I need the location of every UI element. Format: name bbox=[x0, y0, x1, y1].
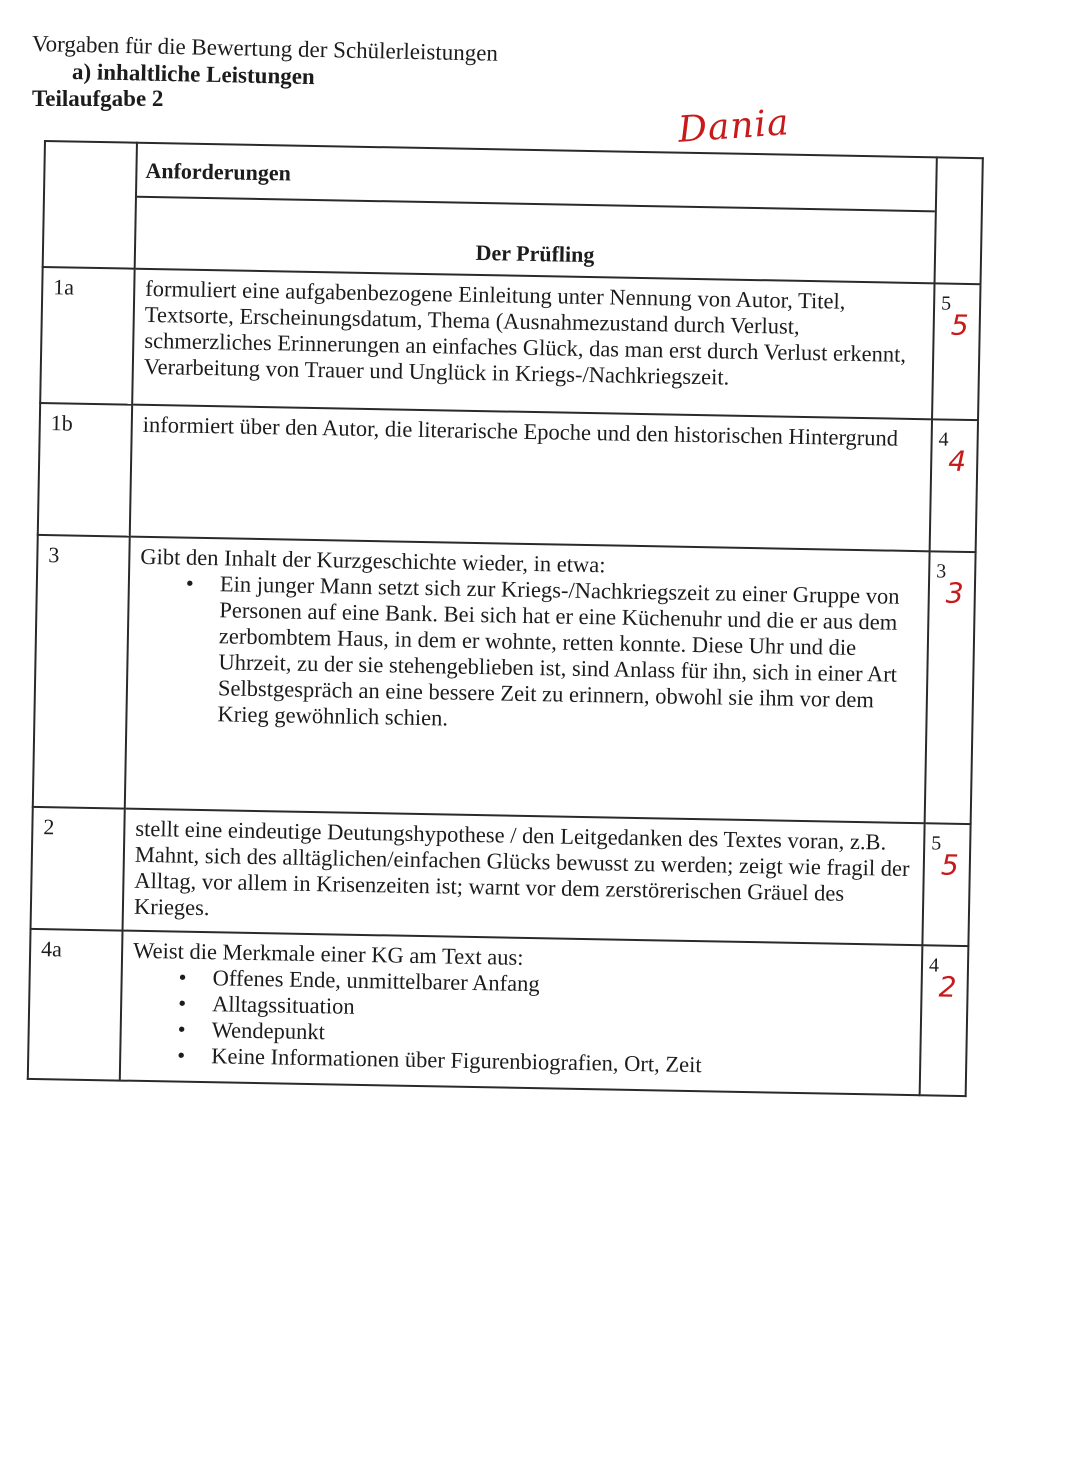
header-title: Anforderungen bbox=[145, 157, 292, 186]
points-cell bbox=[925, 551, 976, 824]
points-cell bbox=[930, 419, 978, 552]
requirement-text: informiert über den Autor, die literarische Epoche und den historischen Hintergrund bbox=[130, 405, 932, 552]
table-row bbox=[38, 403, 978, 552]
awarded-points: 4 bbox=[947, 444, 967, 478]
bullet-list bbox=[137, 570, 918, 740]
requirement-text: Gibt den Inhalt der Kurzgeschichte wieder, in etwa: bbox=[140, 543, 606, 578]
requirement-cell bbox=[125, 537, 930, 824]
requirement-text: stellt eine eindeutige Deutungshypothese / den Leitgedanken des Textes voran, z.B. Mahnt, sich des alltäglichen/einfachen Glücks bewusst zu werden; zeigt wie fragil der Alltag, vor allem in Krisenzeiten ist; warnt vor dem zerstörerischen Gräuel des Krieges. bbox=[123, 809, 925, 946]
list-item-text: Ein junger Mann setzt sich zur Kriegs-/Nachkriegszeit zu einer Gruppe von Personen auf eine Bank. Bei sich hat er eine Küchenuhr und die er aus dem zerbombtem Haus, in dem er wohnte, retten konnte. Diese Uhr und die Uhrzeit, zu der sie stehengeblieben ist, sind Anlass für ihn, sich in einer Art Selbstgespräch an eine bessere Zeit zu erinnern, obwohl sie ihm vor dem Krieg gewöhnlich schien. bbox=[217, 571, 900, 731]
requirement-text: formuliert eine aufgabenbezogene Einleitung unter Nennung von Autor, Titel, Textsorte, Erscheinungsdatum, Thema (Ausnahmezustand durch Verlust, schmerzliches Erinnerungen an einfaches Glück, das man erst durch Verlust erkennt, Verarbeitung von Trauer und Unglück in Kriegs-/Nachkriegszeit. bbox=[132, 269, 934, 420]
row-number: 2 bbox=[31, 807, 125, 931]
awarded-points: 3 bbox=[945, 576, 964, 610]
table-row bbox=[31, 807, 971, 946]
max-points: 5 bbox=[940, 292, 952, 315]
list-item-text: Keine Informationen über Figurenbiografien, Ort, Zeit bbox=[211, 1043, 702, 1078]
list-item-text: Offenes Ende, unmittelbarer Anfang bbox=[212, 965, 540, 997]
row-number: 1a bbox=[40, 267, 134, 405]
header-empty-cell bbox=[43, 141, 137, 269]
rubric-table bbox=[27, 140, 984, 1097]
max-points: 3 bbox=[936, 560, 947, 583]
list-item-text: Wendepunkt bbox=[211, 1017, 326, 1045]
document-title: Vorgaben für die Bewertung der Schülerleistungen bbox=[31, 31, 499, 66]
bullet-list bbox=[131, 964, 911, 1082]
subtask-label: Teilaufgabe 2 bbox=[32, 86, 164, 112]
bullet-icon: • bbox=[178, 964, 187, 990]
row-number: 3 bbox=[33, 535, 130, 809]
bullet-icon: • bbox=[185, 570, 195, 596]
table-row bbox=[28, 929, 969, 1096]
points-cell bbox=[920, 945, 969, 1096]
awarded-points: 5 bbox=[940, 848, 959, 882]
header-subtitle: Der Prüfling bbox=[136, 196, 935, 283]
header-points-cell bbox=[935, 157, 983, 284]
header-cell bbox=[135, 143, 937, 284]
bullet-icon: • bbox=[177, 1016, 186, 1042]
points-cell bbox=[932, 283, 980, 420]
awarded-points: 5 bbox=[950, 308, 969, 342]
requirement-text: Weist die Merkmale einer KG am Text aus: bbox=[132, 937, 524, 970]
max-points: 4 bbox=[938, 428, 949, 451]
requirement-cell bbox=[120, 931, 923, 1096]
max-points: 5 bbox=[931, 832, 942, 855]
row-number: 4a bbox=[28, 929, 123, 1081]
document-header bbox=[32, 30, 498, 113]
points-cell bbox=[922, 823, 970, 946]
bullet-icon: • bbox=[177, 990, 187, 1016]
rubric-table-wrapper bbox=[27, 140, 984, 1097]
table-row bbox=[33, 535, 976, 824]
max-points: 4 bbox=[928, 954, 940, 977]
table-row bbox=[40, 267, 980, 420]
table-header-row bbox=[43, 141, 983, 284]
bullet-icon: • bbox=[177, 1042, 186, 1068]
list-item bbox=[185, 570, 918, 740]
awarded-points: 2 bbox=[938, 970, 957, 1004]
row-number: 1b bbox=[38, 403, 132, 537]
list-item-text: Alltagssituation bbox=[211, 991, 355, 1019]
section-label: a) inhaltliche Leistungen bbox=[71, 58, 316, 89]
handwritten-name: Dania bbox=[676, 102, 791, 151]
